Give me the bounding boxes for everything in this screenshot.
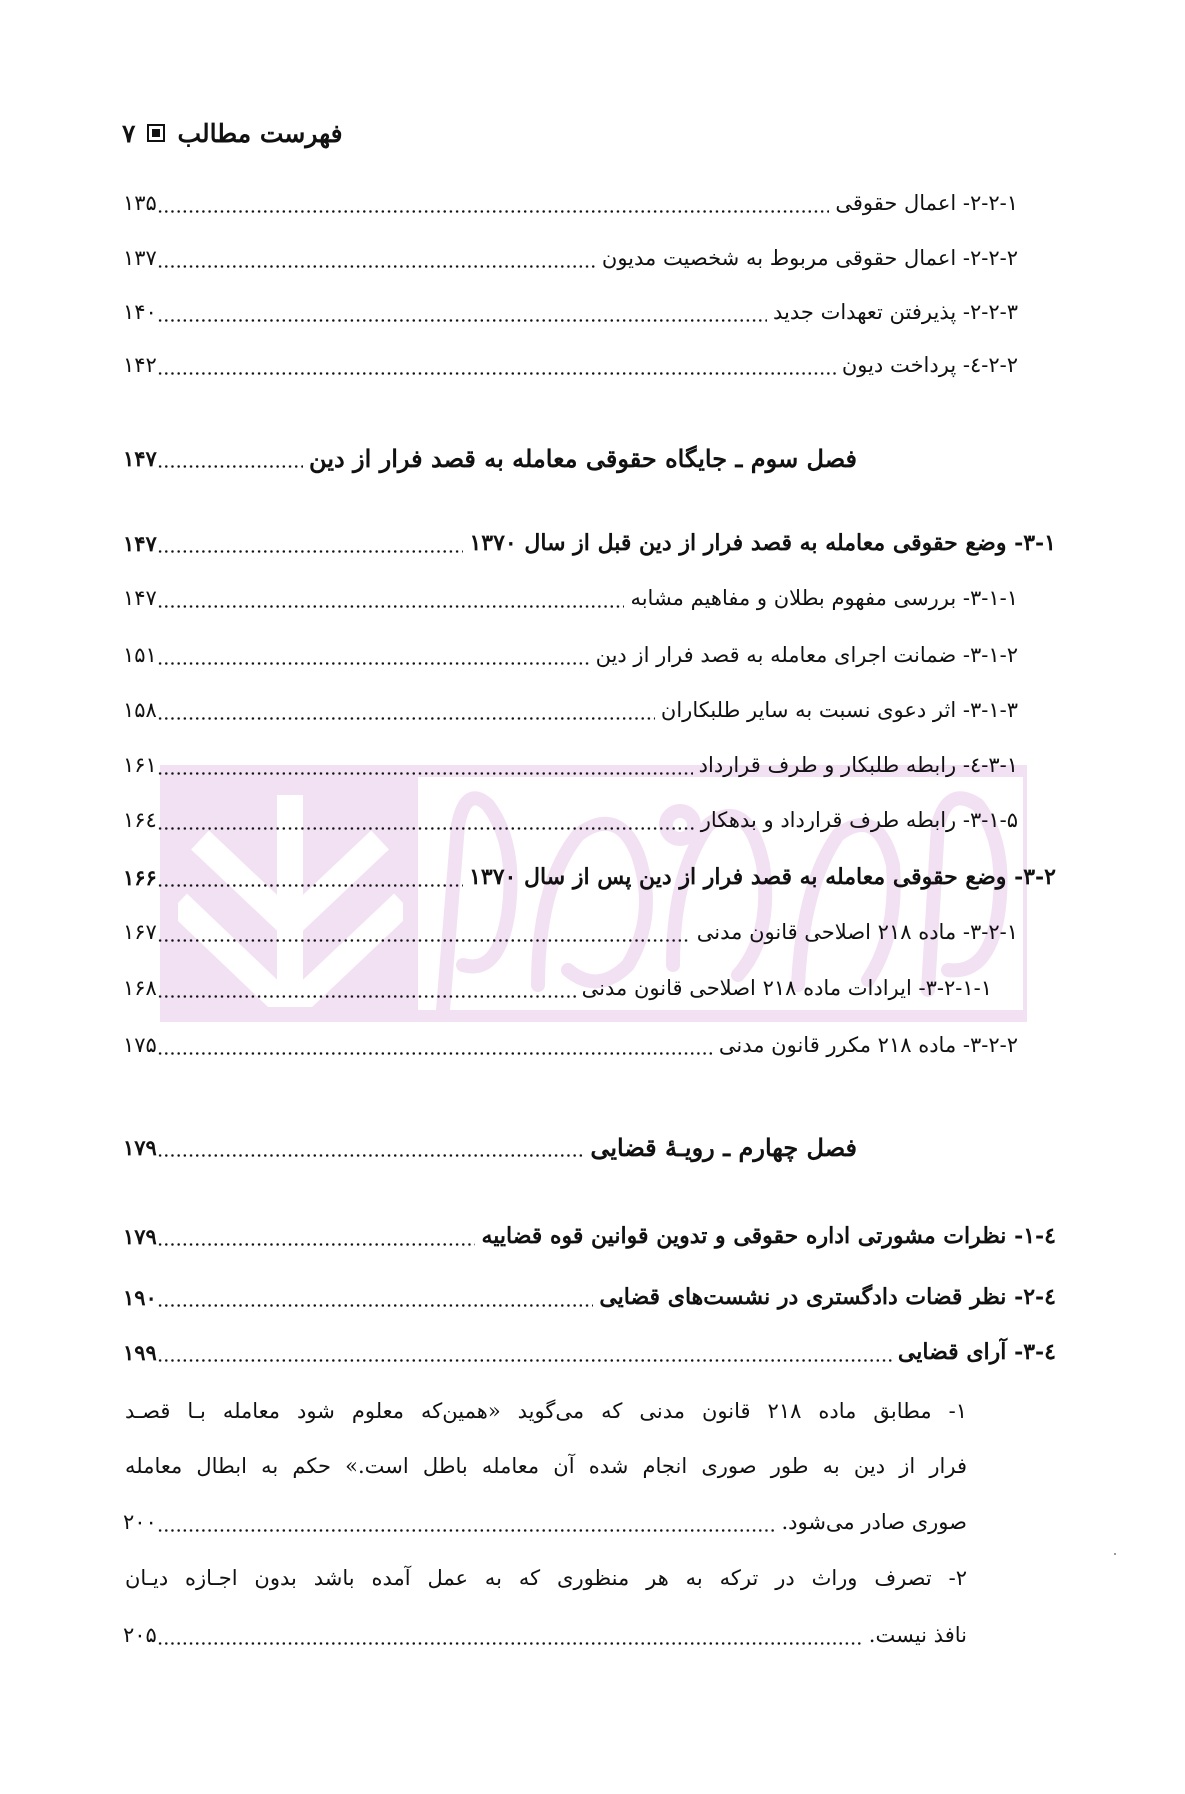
toc-entry-title: ۲-۲-٤- پرداخت دیون — [841, 353, 1018, 377]
toc-entry-title: ٤-۲- نظر قضات دادگستری در نشست‌های قضایی — [599, 1284, 1056, 1310]
item-text-line: ۱- مطابق ماده ۲۱۸ قانون مدنی که می‌گوید «همین‌که معلوم شود معامله بـا قصـد — [125, 1399, 967, 1423]
toc-page-number: ۱۳۵ — [123, 191, 157, 215]
item-last-line[interactable] — [123, 1502, 967, 1542]
toc-page-number: ۱۴۷ — [123, 445, 157, 471]
header-page-number: ٧ — [122, 118, 136, 148]
toc-entry[interactable] — [123, 578, 1018, 618]
dot-leader — [157, 438, 303, 478]
toc-entry-title: ۳-۱- وضع حقوقی معامله به قصد فرار از دین قبل از سال ۱۳۷۰ — [469, 530, 1056, 556]
dot-leader — [157, 800, 695, 840]
toc-entry[interactable] — [123, 523, 1056, 563]
toc-entry-title: ۳-۲-۲- ماده ۲۱۸ مکرر قانون مدنی — [718, 1033, 1018, 1057]
toc-entry[interactable] — [123, 183, 1018, 223]
toc-entry-title: ٤-۱- نظرات مشورتی اداره حقوقی و تدوین قوانین قوه قضاییه — [481, 1223, 1056, 1249]
framed-square-icon — [147, 124, 165, 142]
item-page-number: ۲۰۵ — [123, 1623, 157, 1647]
toc-page-number: ۱۶۷ — [123, 920, 157, 944]
dot-leader — [157, 1502, 776, 1542]
header-title: فهرست مطالب — [177, 118, 343, 148]
toc-entry-title: ۳-۱-۲- ضمانت اجرای معامله به قصد فرار از دین — [595, 643, 1018, 667]
dot-leader — [157, 912, 691, 952]
toc-entry[interactable] — [123, 635, 1018, 675]
dot-leader — [157, 690, 655, 730]
dot-leader — [157, 292, 767, 332]
dot-leader — [157, 968, 576, 1008]
toc-entry[interactable] — [123, 238, 1018, 278]
toc-entry[interactable] — [123, 1332, 1056, 1372]
toc-entry-title: ۲-۲-۳- پذیرفتن تعهدات جدید — [773, 300, 1018, 324]
toc-entry[interactable] — [123, 1025, 1018, 1065]
dot-leader — [157, 857, 463, 897]
toc-entry-title: ۳-۱-٤- رابطه طلبکار و طرف قرارداد — [698, 753, 1018, 777]
dot-leader — [157, 1216, 476, 1256]
toc-entry[interactable] — [123, 857, 1056, 897]
item-text-line: فرار از دین به طور صوری انجام شده آن معامله باطل است.» حکم به ابطال معامله — [125, 1454, 967, 1478]
toc-page-number: ۱۴۰ — [123, 300, 157, 324]
toc-page-number: ۱۴۷ — [123, 586, 157, 610]
toc-entry[interactable] — [123, 345, 1018, 385]
toc-page-number: ۱۶۶ — [123, 864, 157, 890]
toc-entry[interactable] — [123, 690, 1018, 730]
dot-leader — [157, 1615, 863, 1655]
dot-leader — [157, 238, 596, 278]
toc-entry-title: ٤-۳- آرای قضایی — [897, 1339, 1056, 1365]
toc-page-number: ۱۹۹ — [123, 1339, 157, 1365]
dot-leader — [157, 523, 464, 563]
toc-entry-title: ۳-۱-۳- اثر دعوی نسبت به سایر طلبکاران — [660, 698, 1018, 722]
toc-entry-title: ۳-۲-۱- ماده ۲۱۸ اصلاحی قانون مدنی — [696, 920, 1018, 944]
toc-entry[interactable] — [123, 1277, 1056, 1317]
toc-page-number: ۱۷۹ — [123, 1223, 157, 1249]
toc-entry-title: ۳-۱-۵- رابطه طرف قرارداد و بدهکار — [700, 808, 1018, 832]
toc-entry[interactable] — [123, 745, 1018, 785]
toc-page-number: ۱۹۰ — [123, 1284, 157, 1310]
dot-leader — [157, 1277, 593, 1317]
toc-entry-title: ۲-۲-۲- اعمال حقوقی مربوط به شخصیت مدیون — [601, 246, 1018, 270]
toc-entry[interactable] — [123, 438, 857, 478]
toc-page-number: ۱۶۸ — [123, 976, 157, 1000]
dot-leader — [157, 1332, 892, 1372]
dot-leader — [157, 1127, 585, 1167]
item-last-line-text: نافذ نیست. — [868, 1623, 967, 1647]
toc-entry-title: ۲-۲-۱- اعمال حقوقی — [835, 191, 1018, 215]
toc-entry[interactable] — [123, 1216, 1056, 1256]
toc-page-number: ۱۷۵ — [123, 1033, 157, 1057]
item-last-line-text: صوری صادر می‌شود. — [781, 1510, 967, 1534]
item-text-line: ۲- تصرف وراث در ترکه به هر منظوری که به عمل آمده باشد بدون اجـازه دیـان — [125, 1566, 967, 1590]
item-last-line[interactable] — [123, 1615, 967, 1655]
toc-entry-title: فصل چهارم ـ رویـهٔ قضایی — [590, 1132, 857, 1162]
dot-leader — [157, 578, 625, 618]
dot-leader — [157, 635, 590, 675]
toc-page-number: ۱۴۲ — [123, 353, 157, 377]
toc-entry-title: ۳-۱-۱- بررسی مفهوم بطلان و مفاهیم مشابه — [630, 586, 1018, 610]
toc-entry-title: ۳-۲- وضع حقوقی معامله به قصد فرار از دین پس از سال ۱۳۷۰ — [469, 864, 1056, 890]
toc-entry[interactable] — [123, 292, 1018, 332]
toc-page-number: ۱۴۷ — [123, 530, 157, 556]
toc-page-number: ۱۷۹ — [123, 1134, 157, 1160]
toc-page-number: ۱۵۸ — [123, 698, 157, 722]
toc-page-number: ۱۳۷ — [123, 246, 157, 270]
dot-leader — [157, 1025, 713, 1065]
toc-entry-title: فصل سوم ـ جایگاه حقوقی معامله به قصد فرار از دین — [309, 443, 857, 473]
item-page-number: ۲۰۰ — [123, 1510, 157, 1534]
toc-entry[interactable] — [123, 912, 1018, 952]
toc-page-number: ۱۶۱ — [123, 753, 157, 777]
running-header — [122, 116, 343, 150]
scan-speck — [1114, 1553, 1116, 1555]
toc-page-number: ۱۶٤ — [123, 808, 157, 832]
toc-entry[interactable] — [123, 800, 1018, 840]
toc-entry[interactable] — [123, 968, 992, 1008]
toc-page-number: ۱۵۱ — [123, 643, 157, 667]
dot-leader — [157, 183, 830, 223]
toc-entry-title: ۳-۲-۱-۱- ایرادات ماده ۲۱۸ اصلاحی قانون مدنی — [581, 976, 992, 1000]
dot-leader — [157, 745, 693, 785]
toc-entry[interactable] — [123, 1127, 857, 1167]
dot-leader — [157, 345, 836, 385]
